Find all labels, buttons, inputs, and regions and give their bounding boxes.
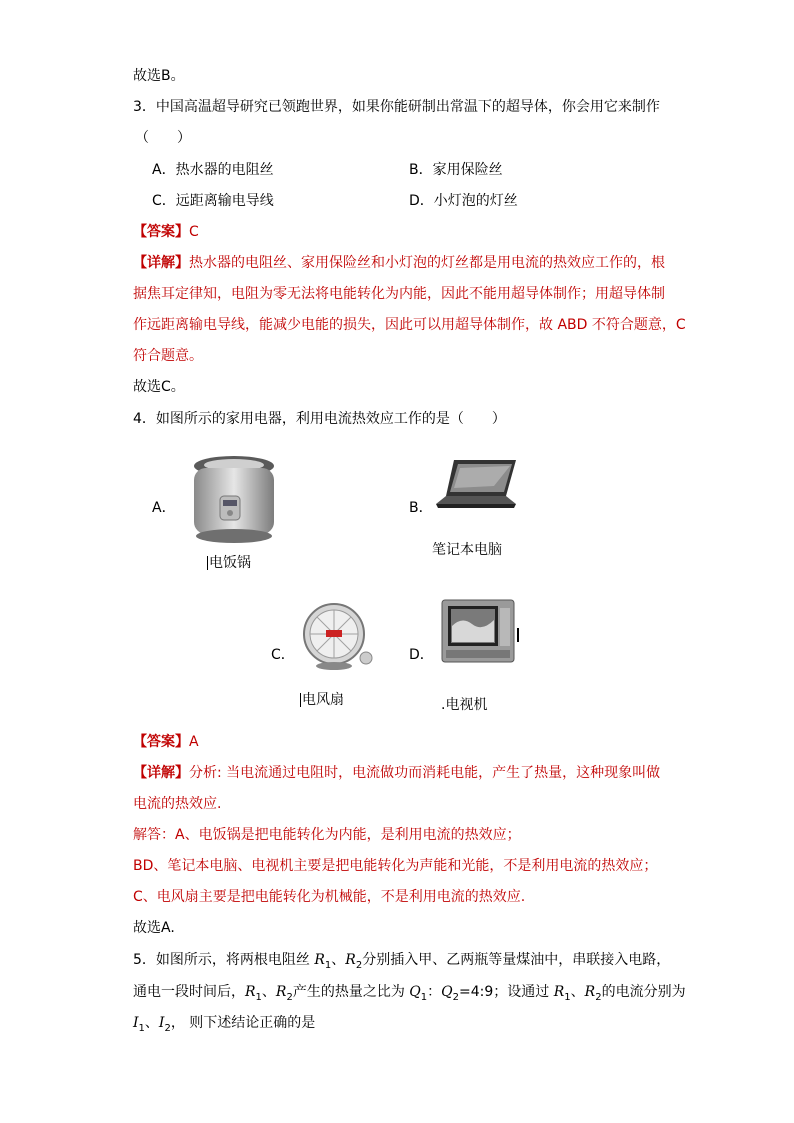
q3-detail-line-1 [133,253,665,273]
q3-detail-line-3: 作远距离输电导线，能减少电能的损失，因此可以用超导体制作，故 ABD 不符合题意，C [133,317,686,333]
q4-stem: 4．如图所示的家用电器，利用电流热效应工作的是（ ） [133,411,506,427]
q4-detail-line-2: 电流的热效应. [133,796,222,812]
text-cursor-icon [300,693,301,707]
q4-caption-b: 笔记本电脑 [432,542,502,558]
q3-option-a: A．热水器的电阻丝 [152,162,274,178]
television-image [440,598,522,670]
q4-label-c: C． [271,647,295,663]
q4-caption-c: 电风扇 [302,692,344,708]
answer-value: A [189,734,199,750]
electric-fan-image [296,600,378,672]
answer-tag: 【答案】 [133,734,189,750]
q4-answer [133,732,199,752]
q3-option-d: D．小灯泡的灯丝 [409,193,518,209]
answer-value: C [189,224,199,240]
q3-detail-line-2: 据焦耳定律知，电阻为零无法将电能转化为内能，因此不能用超导体制作；用超导体制 [133,286,665,302]
q4-detail-line-1 [133,763,660,783]
q4-detail-line-5: C、电风扇主要是把电能转化为机械能，不是利用电流的热效应. [133,889,526,905]
q3-conclusion: 故选C。 [133,379,185,395]
q4-label-d: D． [409,647,434,663]
q2-conclusion: 故选B。 [133,68,185,84]
answer-tag: 【答案】 [133,224,189,240]
q3-detail-line-4: 符合题意。 [133,348,203,364]
q4-label-b: B． [409,500,433,516]
detail-text: 热水器的电阻丝、家用保险丝和小灯泡的灯丝都是用电流的热效应工作的，根 [189,255,665,271]
laptop-image [434,456,518,520]
q4-detail-line-4: BD、笔记本电脑、电视机主要是把电能转化为声能和光能，不是利用电流的热效应； [133,858,658,874]
detail-tag: 【详解】 [133,765,189,781]
detail-text: 分析: 当电流通过电阻时，电流做功而消耗电能，产生了热量，这种现象叫做 [189,765,661,781]
q3-answer [133,222,199,242]
q3-paren: （ ） [135,130,191,146]
q4-conclusion: 故选A. [133,920,175,936]
q4-detail-line-3: 解答：A、电饭锅是把电能转化为内能，是利用电流的热效应； [133,827,521,843]
q5-stem-line-1: 5．如图所示，将两根电阻丝 $R_1$、$R_2$分别插入甲、乙两瓶等量煤油中，串联接入电路， [133,952,671,971]
q4-label-a: A． [152,500,176,516]
q3-option-c: C．远距离输电导线 [152,193,274,209]
rice-cooker-image [184,452,284,546]
q5-stem-line-2: 通电一段时间后，$R_1$、$R_2$产生的热量之比为 $Q_1$：$Q_2=4:9$；设通过 $R_1$、$R_2$的电流分别为 [133,984,686,1003]
detail-tag: 【详解】 [133,255,189,271]
q3-option-b: B．家用保险丝 [409,162,503,178]
q3-stem: 3．中国高温超导研究已领跑世界，如果你能研制出常温下的超导体，你会用它来制作 [133,99,660,115]
q4-caption-d: .电视机 [441,697,488,713]
text-cursor-icon [207,556,208,570]
q5-stem-line-3: $I_1$、$I_2$， 则下述结论正确的是 [133,1015,316,1034]
q4-caption-a: 电饭锅 [209,555,251,571]
